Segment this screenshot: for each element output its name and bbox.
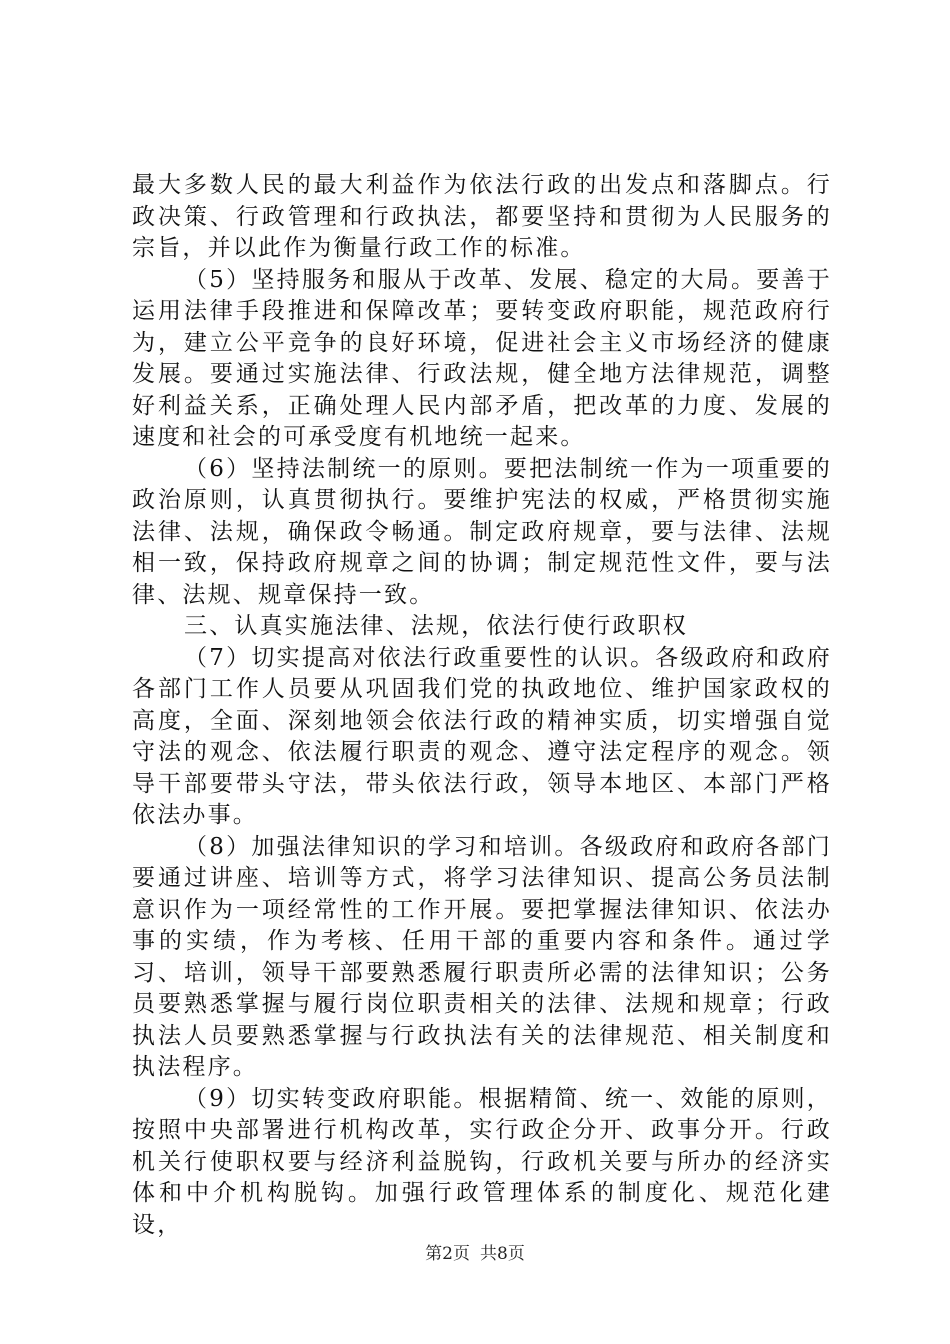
paragraph-3: （6）坚持法制统一的原则。要把法制统一作为一项重要的政治原则，认真贯彻执行。要维护宪法的权威，严格贯彻实施法律、法规，确保政令畅通。制定政府规章，要与法律、法规相一致，保持政府规章之间的协调；制定规范性文件，要与法律、法规、规章保持一致。 <box>132 455 832 608</box>
page-total: 共8页 <box>480 1244 525 1264</box>
paragraph-7: （9）切实转变政府职能。根据精简、统一、效能的原则，按照中央部署进行机构改革，实行政企分开、政事分开。行政机关行使职权要与经济利益脱钩，行政机关要与所办的经济实体和中介机构脱钩。加强行政管理体系的制度化、规范化建设， <box>132 1085 832 1238</box>
paragraph-2: （5）坚持服务和服从于改革、发展、稳定的大局。要善于运用法律手段推进和保障改革；要转变政府职能，规范政府行为，建立公平竞争的良好环境，促进社会主义市场经济的健康发展。要通过实施法律、行政法规，健全地方法律规范，调整好利益关系，正确处理人民内部矛盾，把改革的力度、发展的速度和社会的可承受度有机地统一起来。 <box>132 266 832 450</box>
paragraph-5: （7）切实提高对依法行政重要性的认识。各级政府和政府各部门工作人员要从巩固我们党的执政地位、维护国家政权的高度，全面、深刻地领会依法行政的精神实质，切实增强自觉守法的观念、依法履行职责的观念、遵守法定程序的观念。领导干部要带头守法，带头依法行政，领导本地区、本部门严格依法办事。 <box>132 644 832 828</box>
page-footer <box>0 1244 950 1264</box>
section-heading: 三、认真实施法律、法规，依法行使行政职权 <box>184 613 688 639</box>
document-body <box>132 170 832 1241</box>
paragraph-1: 最大多数人民的最大利益作为依法行政的出发点和落脚点。行政决策、行政管理和行政执法，都要坚持和贯彻为人民服务的宗旨，并以此作为衡量行政工作的标准。 <box>132 172 832 261</box>
paragraph-6: （8）加强法律知识的学习和培训。各级政府和政府各部门要通过讲座、培训等方式，将学习法律知识、提高公务员法制意识作为一项经常性的工作开展。要把掌握法律知识、依法办事的实绩，作为考核、任用干部的重要内容和条件。通过学习、培训，领导干部要熟悉履行职责所必需的法律知识；公务员要熟悉掌握与履行岗位职责相关的法律、法规和规章；行政执法人员要熟悉掌握与行政执法有关的法律规范、相关制度和执法程序。 <box>132 833 832 1080</box>
page-number: 第2页 <box>425 1244 470 1264</box>
